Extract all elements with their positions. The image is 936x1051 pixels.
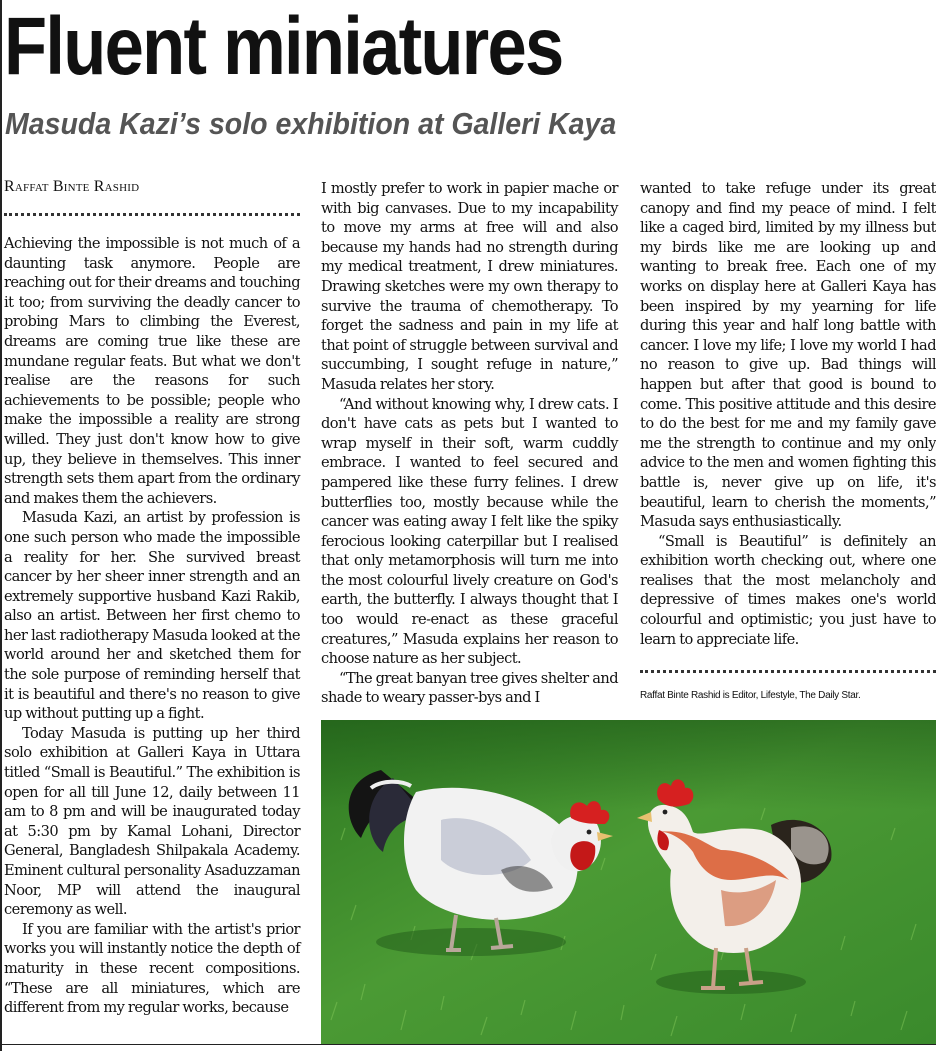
byline-dotted-rule xyxy=(4,213,300,216)
end-dotted-rule xyxy=(640,670,936,673)
article-column-2 xyxy=(321,179,618,708)
subheadline: Masuda Kazi’s solo exhibition at Galleri Kaya xyxy=(5,106,617,141)
paragraph: I mostly prefer to work in papier mache or with big canvases. Due to my incapability to move my arms at free will and also because my hands had no strength during my medical treatment, I drew miniatures. Drawing sketches were my own therapy to survive the trauma of chemotherapy. To forget the sadness and pain in my life at that point of struggle between survival and succumbing, I sought refuge in nature,” Masuda relates her story. xyxy=(321,180,618,393)
author-credit: Raffat Binte Rashid is Editor, Lifestyle, The Daily Star. xyxy=(640,690,861,701)
byline: Raffat Binte Rashid xyxy=(4,178,140,195)
rooster-painting xyxy=(321,720,936,1044)
paragraph: Achieving the impossible is not much of a daunting task anymore. People are reaching out for their dreams and touching it too; from surviving the deadly cancer to probing Mars to climbing the Everest, dreams are coming true like these are mundane regular feats. But what we don't realise are the reasons for such achievements to be possible; people who make the impossible a reality are strong willed. They just don't know how to give up, they believe in themselves. This inner strength sets them apart from the ordinary and makes them the achievers. xyxy=(4,235,300,507)
paragraph: Masuda Kazi, an artist by profession is one such person who made the impossible a reality for her. She survived breast cancer by her sheer inner strength and an extremely supportive husband Kazi Rakib, also an artist. Between her first chemo to her last radiotherapy Masuda looked at the world around her and sketched them for the sole purpose of reminding herself that it is beautiful and there's no reason to give up without putting up a fight. xyxy=(4,509,300,723)
paragraph: “The great banyan tree gives shelter and shade to weary passer-bys and I xyxy=(321,669,618,707)
left-column-rule xyxy=(0,0,2,1051)
paragraph: “And without knowing why, I drew cats. I don't have cats as pets but I wanted to wrap myself in their soft, warm cuddly embrace. I wanted to feel secured and pampered like these furry felines. I drew butterflies too, mostly because while the cancer was eating away I felt like the spiky ferocious looking caterpillar but I realised that only metamorphosis will turn me into the most colourful lively creature on God's earth, the butterfly. I always thought that I too would re-enact as these graceful creatures,” Masuda explains her reason to choose nature as her subject. xyxy=(321,395,618,668)
article-column-3 xyxy=(640,179,936,649)
paragraph: If you are familiar with the artist's prior works you will instantly notice the depth of maturity in these recent compositions. “These are all miniatures, which are different from my regular works, because xyxy=(4,920,300,1017)
bottom-rule xyxy=(0,1044,936,1045)
shadow-left xyxy=(376,928,566,956)
headline: Fluent miniatures xyxy=(4,1,563,92)
paragraph: “Small is Beautiful” is definitely an exhibition worth checking out, where one realises that the most melancholy and depressive of times makes one's world colourful and optimistic; you just have to learn to appreciate life. xyxy=(640,532,936,648)
paragraph: wanted to take refuge under its great canopy and find my peace of mind. I felt like a caged bird, limited by my illness but my birds like me are looking up and wanting to break free. Each one of my works on display here at Galleri Kaya has been inspired by my yearning for life during this year and half long battle with cancer. I love my life; I love my world I had no reason to give up. Bad things will happen but after that good is bound to come. This positive attitude and this desire to do the best for me and my family gave me the strength to continue and my only advice to the men and women fighting this battle is, never give up on life, it's beautiful, learn to cherish the moments,” Masuda says enthusiastically. xyxy=(640,180,936,531)
article-column-1 xyxy=(4,234,300,1018)
painting-illustration xyxy=(321,720,936,1044)
paragraph: Today Masuda is putting up her third solo exhibition at Galleri Kaya in Uttara titled “Small is Beautiful.” The exhibition is open for all till June 12, daily between 11 am to 8 pm and will be inaugurated today at 5:30 pm by Kamal Lohani, Director General, Bangladesh Shilpakala Academy. Eminent cultural personality Asaduzzaman Noor, MP will attend the inaugural ceremony as well. xyxy=(4,724,300,919)
shadow-right xyxy=(656,970,806,994)
